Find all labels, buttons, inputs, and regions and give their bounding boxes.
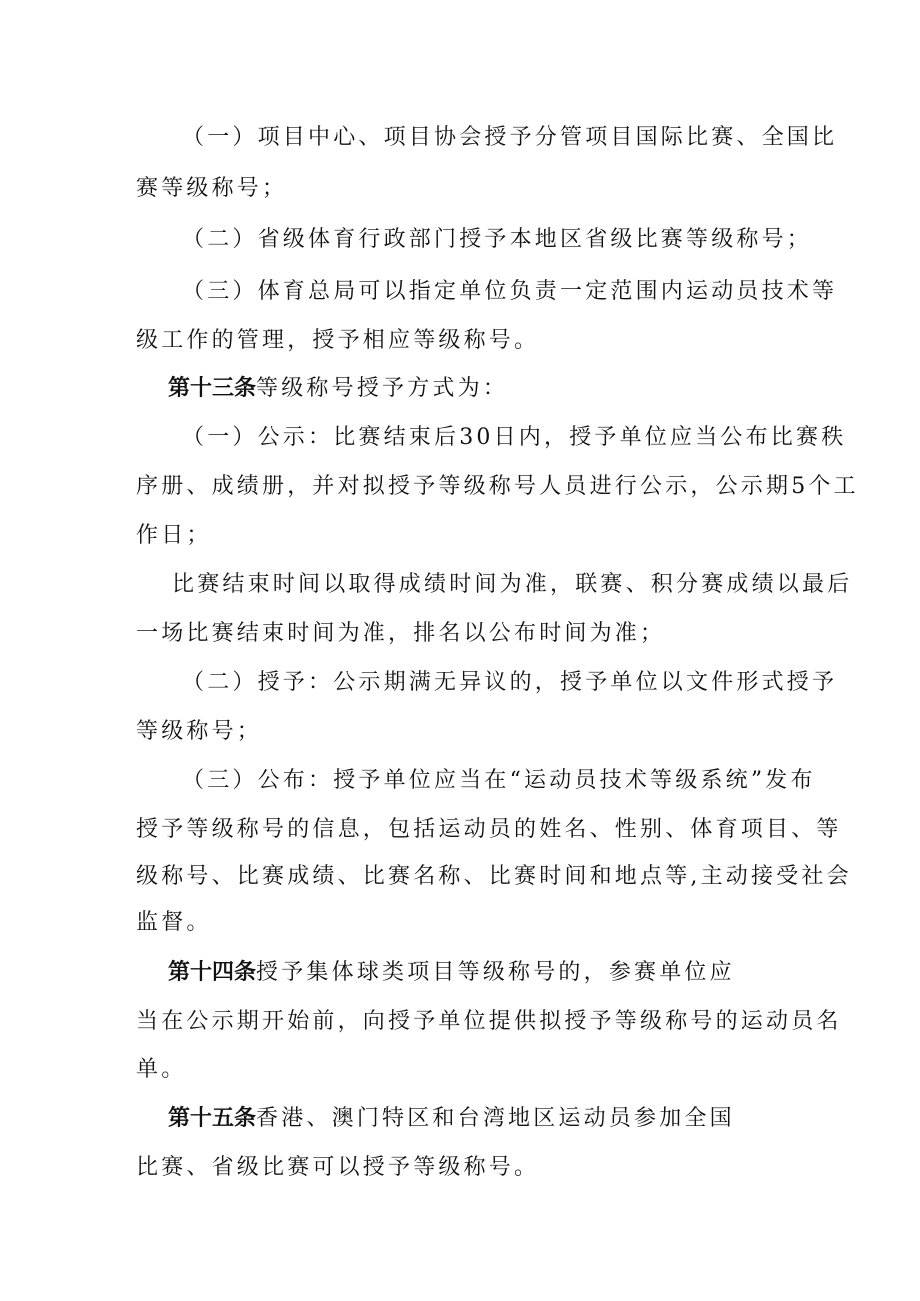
article-14-line-3 (136, 1055, 186, 1085)
article-13-clause-3-line-3 (136, 862, 852, 892)
text-span: （一）公示：比赛结束后30日内，授予单位应当公布比赛秩 (182, 425, 847, 450)
article-13-clause-2-line-1 (182, 668, 837, 698)
article-13-clause-2-line-2 (136, 717, 262, 747)
text-span: 比赛结束时间以取得成绩时间为准，联赛、积分赛成绩以最后 (172, 572, 853, 597)
article-13-clause-1-line-1 (182, 423, 846, 453)
text-span: （三）体育总局可以指定单位负责一定范围内运动员技术等 (182, 279, 838, 304)
text-span: 监督。 (136, 910, 212, 935)
article-13-clause-3-line-2 (136, 815, 842, 845)
clause-2-line-1 (182, 225, 812, 255)
text-span: 授予等级称号的信息，包括运动员的姓名、性别、体育项目、等 (136, 817, 842, 842)
text-span: 一场比赛结束时间为准，排名以公布时间为准； (136, 621, 666, 646)
article-13-clause-1-line-2 (136, 472, 859, 502)
text-span: （一）项目中心、项目协会授予分管项目国际比赛、全国比 (182, 125, 838, 150)
text-span: 级称号、比赛成绩、比赛名称、比赛时间和地点等,主动接受社会 (136, 864, 852, 889)
article-15-heading: 第十五条 (168, 1106, 257, 1131)
article-13-text: 等级称号授予方式为： (256, 376, 509, 401)
article-13-clause-1-line-3 (136, 521, 212, 551)
text-span: 当在公示期开始前，向授予单位提供拟授予等级称号的运动员名 (136, 1009, 842, 1034)
article-14-line-2 (136, 1007, 842, 1037)
article-13-line (168, 374, 508, 404)
article-13-note-line-2 (136, 619, 665, 649)
article-15-line (168, 1104, 735, 1134)
clause-3-line-2 (136, 326, 539, 356)
text-span: 赛等级称号； (136, 176, 288, 201)
text-span: （二）授予：公示期满无异议的，授予单位以文件形式授予 (182, 670, 838, 695)
text-span: 级工作的管理，授予相应等级称号。 (136, 328, 540, 353)
clause-1-line-2 (136, 174, 287, 204)
article-15-line-2 (136, 1153, 539, 1183)
text-span: （二）省级体育行政部门授予本地区省级比赛等级称号； (182, 227, 813, 252)
article-13-heading: 第十三条 (168, 376, 257, 401)
text-span: 比赛、省级比赛可以授予等级称号。 (136, 1155, 540, 1180)
text-span: 等级称号； (136, 719, 263, 744)
article-15-text: 香港、澳门特区和台湾地区运动员参加全国 (256, 1106, 735, 1131)
clause-3-line-1 (182, 277, 837, 307)
text-span: 单。 (136, 1057, 187, 1082)
text-span: 序册、成绩册，并对拟授予等级称号人员进行公示，公示期5个工 (136, 474, 859, 499)
article-13-clause-3-line-1 (182, 766, 816, 796)
text-span: 作日； (136, 523, 212, 548)
article-14-text: 授予集体球类项目等级称号的，参赛单位应 (256, 960, 735, 985)
clause-1-line-1 (182, 123, 837, 153)
article-14-line (168, 958, 735, 988)
article-13-clause-3-line-4 (136, 908, 212, 938)
article-13-note-line-1 (172, 570, 852, 600)
article-14-heading: 第十四条 (168, 960, 257, 985)
text-span: （三）公布：授予单位应当在“运动员技术等级系统”发布 (182, 768, 816, 793)
